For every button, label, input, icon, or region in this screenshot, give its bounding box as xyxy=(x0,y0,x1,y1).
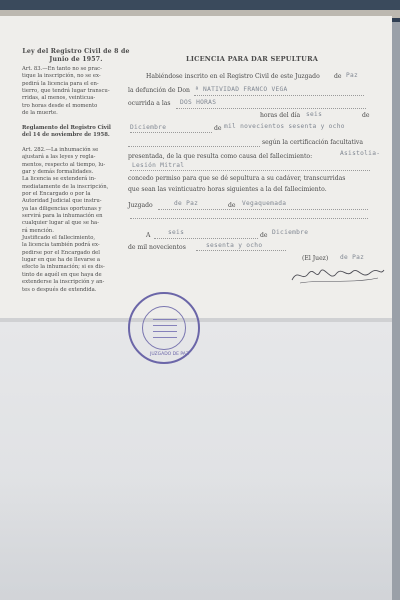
legal-text-line: Justificado el fallecimiento, xyxy=(22,235,96,242)
juzgado-value: Paz xyxy=(346,72,359,79)
legal-text-line: mentos, respecto al tiempo, lu- xyxy=(22,161,106,168)
fecha-year-value: sesenta y ocho xyxy=(206,242,263,249)
year-value: mil novecientos sesenta y ocho xyxy=(224,123,345,130)
license-title: LICENCIA PARA DAR SEPULTURA xyxy=(186,55,319,63)
legal-text-line: Art. 83.—En tanto no se prac- xyxy=(22,66,102,72)
legal-text-line: la licencia también podrá ex- xyxy=(22,242,100,249)
legal-text-line: pedirá la licencia para el en- xyxy=(22,80,99,87)
certificacion-label: según la certificación facultativa xyxy=(262,139,364,146)
legal-text-line: gar y demás formalidades. xyxy=(22,168,94,175)
legal-text-line: extenderse la inscripción y an- xyxy=(22,279,105,286)
legal-text-line: por el Encargado o por la xyxy=(22,190,91,197)
judge-signature xyxy=(290,264,386,288)
juez-label: (El Juez) xyxy=(302,255,329,262)
legal-text-line: Reglamento del Registro Civil xyxy=(22,124,111,131)
legal-text-line: Autoridad Judicial que instru- xyxy=(22,198,102,205)
lugar-value: Vegaquemada xyxy=(242,200,287,207)
legal-text-line: servirá para la inhumación en xyxy=(22,213,103,219)
juzgado-tipo-value: de Paz xyxy=(174,200,199,207)
legal-text-line: tierro, que tendrá lugar transcu- xyxy=(22,88,110,95)
legal-text-line: tique la inscripción, no se ex- xyxy=(22,73,101,80)
hora-value: DOS HORAS xyxy=(180,99,217,106)
law-title: Ley del Registro Civil de 8 de Junio de 1957. xyxy=(22,48,130,63)
legal-text-line: ajustará a las leyes y regla- xyxy=(22,154,96,161)
legal-text-line: rá mención. xyxy=(22,227,54,234)
juzgado-label: Juzgado xyxy=(128,202,153,209)
form-intro: Habiéndose inscrito en el Registro Civil de este Juzgado xyxy=(146,73,320,80)
horas-del-dia-label: horas del día xyxy=(260,112,301,119)
de-word-4: de xyxy=(260,232,268,239)
a-label: A xyxy=(146,232,151,239)
mes-value: Diciembre xyxy=(130,124,167,131)
dia-value: seis xyxy=(306,111,323,118)
juez-tipo-value: de Paz xyxy=(340,254,365,261)
presentada-label: presentada, de la que resulta como causa del fallecimiento: xyxy=(128,153,313,160)
de-word-1: de xyxy=(362,112,370,119)
fecha-dia-value: seis xyxy=(168,229,185,236)
ocurrida-label: ocurrida a las xyxy=(128,100,171,107)
stamp-text: JUZGADO DE PAZ xyxy=(150,352,189,357)
defuncion-label: la defunción de Don xyxy=(128,87,190,94)
concedo-line: concedo permiso para que se dé sepultura a su cadáver, transcurridas xyxy=(128,175,346,182)
veinticuatro-line: que sean las veinticuatro horas siguientes a la del fallecimiento. xyxy=(128,186,327,193)
legal-text-line: mediatamente de la inscripción, xyxy=(22,183,109,190)
fecha-mes-value: Diciembre xyxy=(272,229,309,236)
legal-text-line: pedirse por el Encargado del xyxy=(22,249,100,256)
legal-text-line: La licencia se extenderá in- xyxy=(22,176,96,183)
de-word-3: de xyxy=(228,202,236,209)
de-word-2: de xyxy=(214,125,222,132)
deceased-name: ª NATIVIDAD FRANCO VEGA xyxy=(195,86,288,93)
legal-text-line: rridas, al menos, veinticua- xyxy=(22,95,96,102)
legal-text-line: Art. 282.—La inhumación se xyxy=(22,146,99,153)
legal-text-line: ya las diligencias oportunas y xyxy=(22,205,102,212)
legal-text-line: cualquier lugar al que se ha- xyxy=(22,220,99,227)
legal-text-line: tro horas desde el momento xyxy=(22,102,98,109)
background-right xyxy=(392,22,400,600)
legal-text-line: efecto la inhumación; si es dis- xyxy=(22,264,105,271)
causa-value-2: Lesión Mitral xyxy=(132,162,185,169)
legal-text-line: tes o después de extendida. xyxy=(22,286,97,293)
mil-novecientos-label: de mil novecientos xyxy=(128,244,186,251)
court-stamp xyxy=(128,292,200,364)
legal-text-line: tinto de aquél en que haya de xyxy=(22,271,102,278)
legal-text-line: lugar en que ha de llevarse a xyxy=(22,257,101,264)
form-de: de xyxy=(334,73,342,80)
legal-text-line: de la muerte. xyxy=(22,110,58,117)
causa-value-1: Asistolia- xyxy=(340,150,381,157)
legal-text-line: del 14 de noviembre de 1958. xyxy=(22,132,110,139)
